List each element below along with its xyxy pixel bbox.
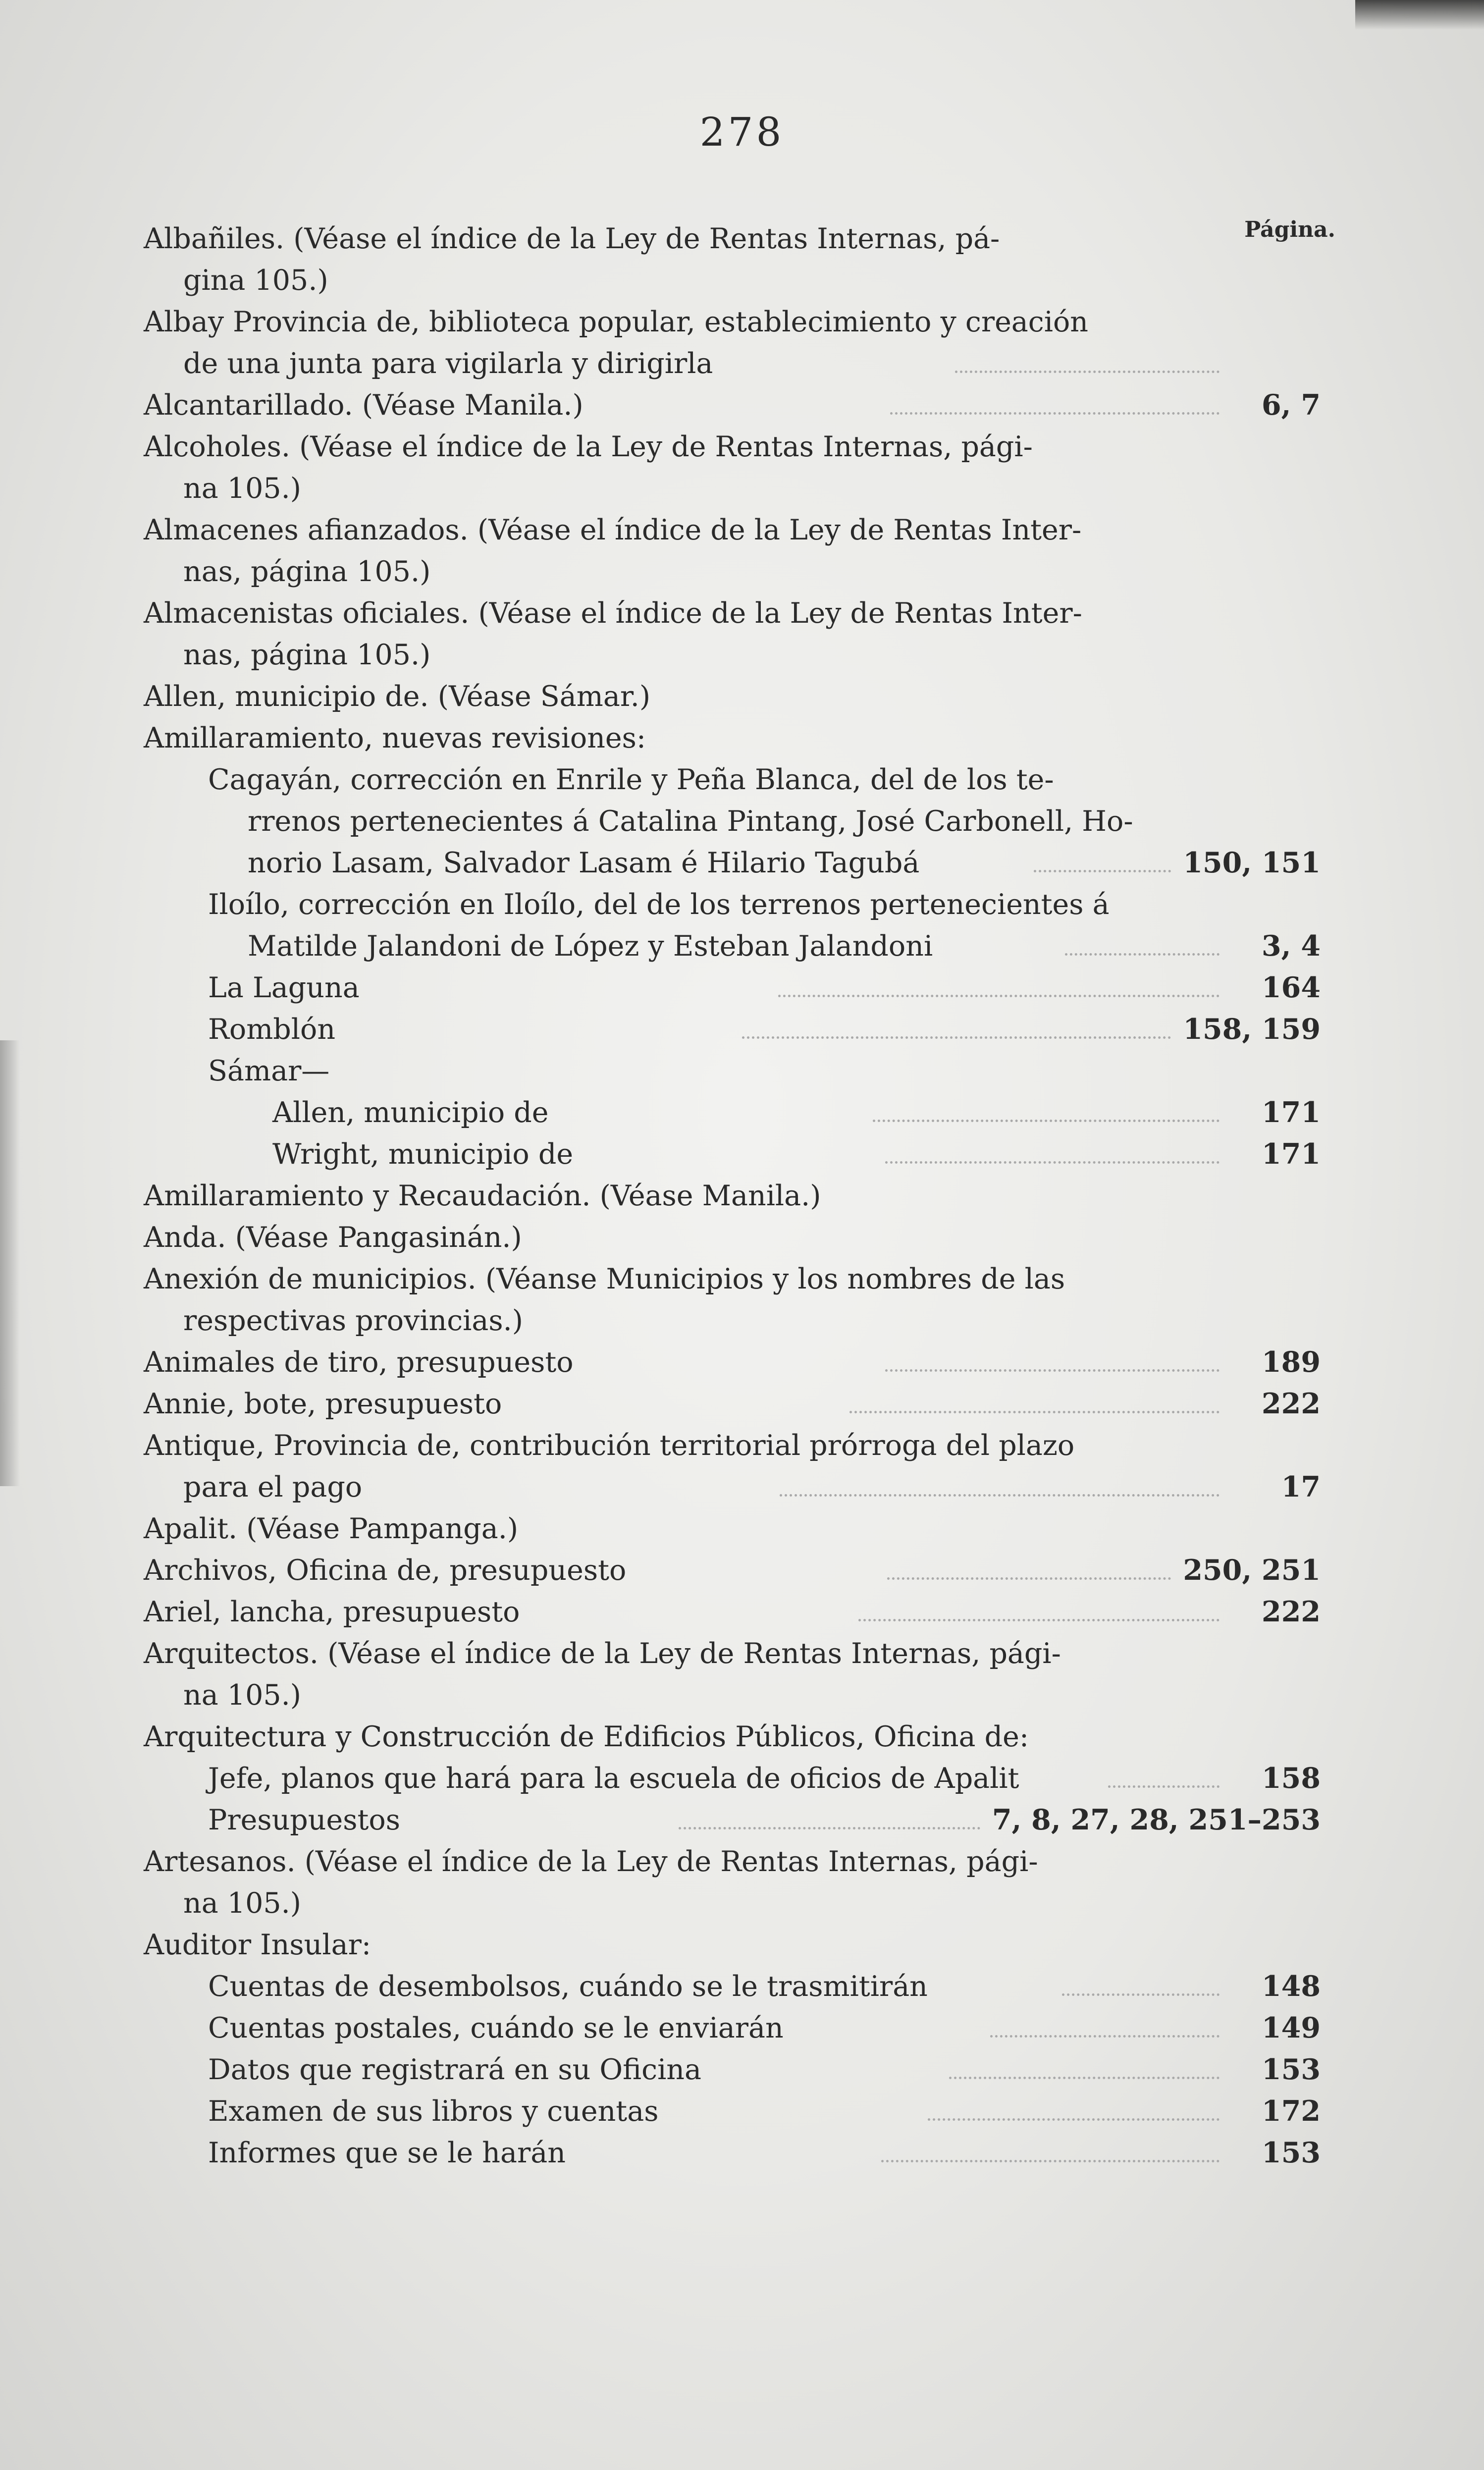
sub-entry [144, 759, 1321, 884]
sub-entry [144, 967, 1321, 1009]
page-ref: 17 [1281, 1470, 1321, 1503]
sub-entry [144, 2091, 1321, 2132]
page-ref: 149 [1262, 2011, 1321, 2044]
page-ref: 189 [1262, 1345, 1321, 1379]
index-entry [144, 1924, 1321, 2174]
index-entry [144, 1716, 1321, 1841]
page-ref: 3, 4 [1262, 929, 1321, 963]
entry-text: Animales de tiro, presupuesto [144, 1346, 574, 1379]
entry-line: para el pago [183, 1471, 363, 1503]
dot-leader [780, 1494, 1219, 1497]
index-entry [144, 1633, 1321, 1716]
dot-leader [742, 1036, 1171, 1039]
entry-line: gina 105.) [183, 264, 328, 297]
entry-text: Romblón [208, 1013, 336, 1046]
dot-leader [990, 2035, 1219, 2038]
dot-leader [885, 1369, 1219, 1372]
entry-line: nas, página 105.) [183, 555, 431, 588]
index-entry [144, 301, 1321, 384]
page-ref: 250, 251 [1183, 1554, 1321, 1587]
entry-text: Informes que se le harán [208, 2137, 566, 2169]
page-ref: 158, 159 [1183, 1013, 1321, 1046]
index-entry [144, 676, 1321, 717]
dot-leader [849, 1411, 1219, 1413]
entry-text: Ariel, lancha, presupuesto [144, 1596, 520, 1628]
page-ref: 7, 8, 27, 28, 251–253 [992, 1803, 1321, 1836]
entry-line: na 105.) [183, 1887, 301, 1920]
entry-line: na 105.) [183, 1679, 301, 1712]
index-entry [144, 1591, 1321, 1633]
entry-line: Antique, Provincia de, contribución territorial prórroga del plazo [144, 1429, 1075, 1462]
dot-leader [885, 1161, 1219, 1164]
entry-heading: Auditor Insular: [144, 1929, 371, 1961]
entry-text: Cuentas postales, cuándo se le enviarán [208, 2012, 784, 2044]
entry-text: Amillaramiento y Recaudación. (Véase Manila.) [144, 1180, 821, 1212]
page-ref: 171 [1262, 1096, 1321, 1129]
sub-entry [144, 2132, 1321, 2174]
entry-text: Archivos, Oficina de, presupuesto [144, 1554, 627, 1587]
dot-leader [873, 1120, 1219, 1122]
entry-line: Albañiles. (Véase el índice de la Ley de Rentas Internas, pá- [144, 222, 1000, 255]
entry-text: Cuentas de desembolsos, cuándo se le trasmitirán [208, 1970, 928, 2003]
sub-entry [144, 2007, 1321, 2049]
page-ref: 222 [1262, 1387, 1321, 1420]
entry-line: rrenos pertenecientes á Catalina Pintang, José Carbonell, Ho- [248, 805, 1133, 838]
entry-text: Apalit. (Véase Pampanga.) [144, 1512, 519, 1545]
page-ref: 150, 151 [1183, 846, 1321, 879]
dot-leader [881, 2160, 1219, 2162]
entry-text: Allen, municipio de [272, 1096, 549, 1129]
entry-text: Anda. (Véase Pangasinán.) [144, 1221, 522, 1254]
page-ref: 153 [1262, 2136, 1321, 2169]
page-ref: 153 [1262, 2053, 1321, 2086]
dot-leader [955, 371, 1219, 373]
index-entry [144, 1425, 1321, 1508]
entry-line: Anexión de municipios. (Véanse Municipios y los nombres de las [144, 1263, 1065, 1295]
entry-line: Artesanos. (Véase el índice de la Ley de Rentas Internas, pági- [144, 1845, 1038, 1878]
index-entry [144, 1550, 1321, 1591]
sub-entry [144, 1966, 1321, 2007]
index-entry [144, 1258, 1321, 1342]
entry-text: Alcantarillado. (Véase Manila.) [144, 389, 583, 422]
index-entry [144, 1175, 1321, 1217]
index-entry [144, 1508, 1321, 1550]
index-entry [144, 426, 1321, 509]
index-entry [144, 384, 1321, 426]
sub-entry [144, 1009, 1321, 1050]
entry-heading: Arquitectura y Construcción de Edificios Públicos, Oficina de: [144, 1720, 1029, 1753]
sub-entry [144, 884, 1321, 967]
page-ref: 172 [1262, 2094, 1321, 2128]
page-ref: 158 [1262, 1762, 1321, 1795]
entry-line: de una junta para vigilarla y dirigirla [183, 347, 713, 380]
dot-leader [890, 412, 1219, 415]
scan-edge-shadow [0, 1040, 20, 1486]
page-ref: 164 [1262, 971, 1321, 1004]
index-list [144, 218, 1321, 2174]
entry-text: Annie, bote, presupuesto [144, 1388, 502, 1420]
entry-heading: Amillaramiento, nuevas revisiones: [144, 722, 646, 754]
page-ref: 148 [1262, 1970, 1321, 2003]
scan-corner-shadow [1355, 0, 1484, 30]
dot-leader [1062, 1993, 1219, 1996]
entry-line: Cagayán, corrección en Enrile y Peña Blanca, del de los te- [208, 763, 1054, 796]
entry-line: Matilde Jalandoni de López y Esteban Jalandoni [248, 930, 933, 963]
dot-leader [887, 1577, 1171, 1580]
index-entry [144, 1841, 1321, 1924]
entry-line: na 105.) [183, 472, 301, 505]
dot-leader [858, 1619, 1219, 1621]
sub-entry [144, 1092, 1321, 1133]
entry-line: norio Lasam, Salvador Lasam é Hilario Tagubá [248, 847, 920, 879]
entry-text: Datos que registrará en su Oficina [208, 2053, 701, 2086]
page-number: 278 [699, 109, 785, 155]
dot-leader [949, 2077, 1219, 2079]
page-ref: 171 [1262, 1137, 1321, 1171]
sub-entry [144, 1050, 1321, 1092]
entry-line: Arquitectos. (Véase el índice de la Ley de Rentas Internas, pági- [144, 1637, 1061, 1670]
entry-line: respectivas provincias.) [183, 1304, 524, 1337]
entry-line: Almacenes afianzados. (Véase el índice de la Ley de Rentas Inter- [144, 514, 1082, 546]
entry-line: nas, página 105.) [183, 639, 431, 671]
sub-entry [144, 1133, 1321, 1175]
dot-leader [1065, 953, 1219, 956]
entry-text: Jefe, planos que hará para la escuela de oficios de Apalit [208, 1762, 1019, 1795]
sub-entry [144, 2049, 1321, 2091]
dot-leader [679, 1827, 980, 1829]
entry-line: Alcoholes. (Véase el índice de la Ley de Rentas Internas, pági- [144, 430, 1033, 463]
dot-leader [778, 995, 1219, 997]
page-ref: 6, 7 [1262, 388, 1321, 422]
index-entry [144, 1217, 1321, 1258]
entry-text: La Laguna [208, 971, 360, 1004]
dot-leader [1034, 870, 1171, 872]
page-ref: 222 [1262, 1595, 1321, 1628]
entry-text: Presupuestos [208, 1804, 400, 1836]
index-entry [144, 218, 1321, 301]
index-entry [144, 1383, 1321, 1425]
entry-text: Wright, municipio de [272, 1138, 574, 1171]
index-entry [144, 592, 1321, 676]
entry-text: Sámar— [208, 1055, 330, 1087]
entry-line: Almacenistas oficiales. (Véase el índice de la Ley de Rentas Inter- [144, 597, 1082, 630]
entry-line: Iloílo, corrección en Iloílo, del de los terrenos pertenecientes á [208, 888, 1110, 921]
index-entry [144, 717, 1321, 1175]
index-entry [144, 509, 1321, 592]
dot-leader [928, 2118, 1219, 2121]
index-entry [144, 1342, 1321, 1383]
entry-text: Examen de sus libros y cuentas [208, 2095, 659, 2128]
page-column-label: Página. [1244, 217, 1335, 242]
sub-entry [144, 1758, 1321, 1799]
sub-entry [144, 1799, 1321, 1841]
entry-line: Albay Provincia de, biblioteca popular, establecimiento y creación [144, 306, 1088, 338]
dot-leader [1108, 1785, 1219, 1788]
entry-text: Allen, municipio de. (Véase Sámar.) [144, 680, 651, 713]
